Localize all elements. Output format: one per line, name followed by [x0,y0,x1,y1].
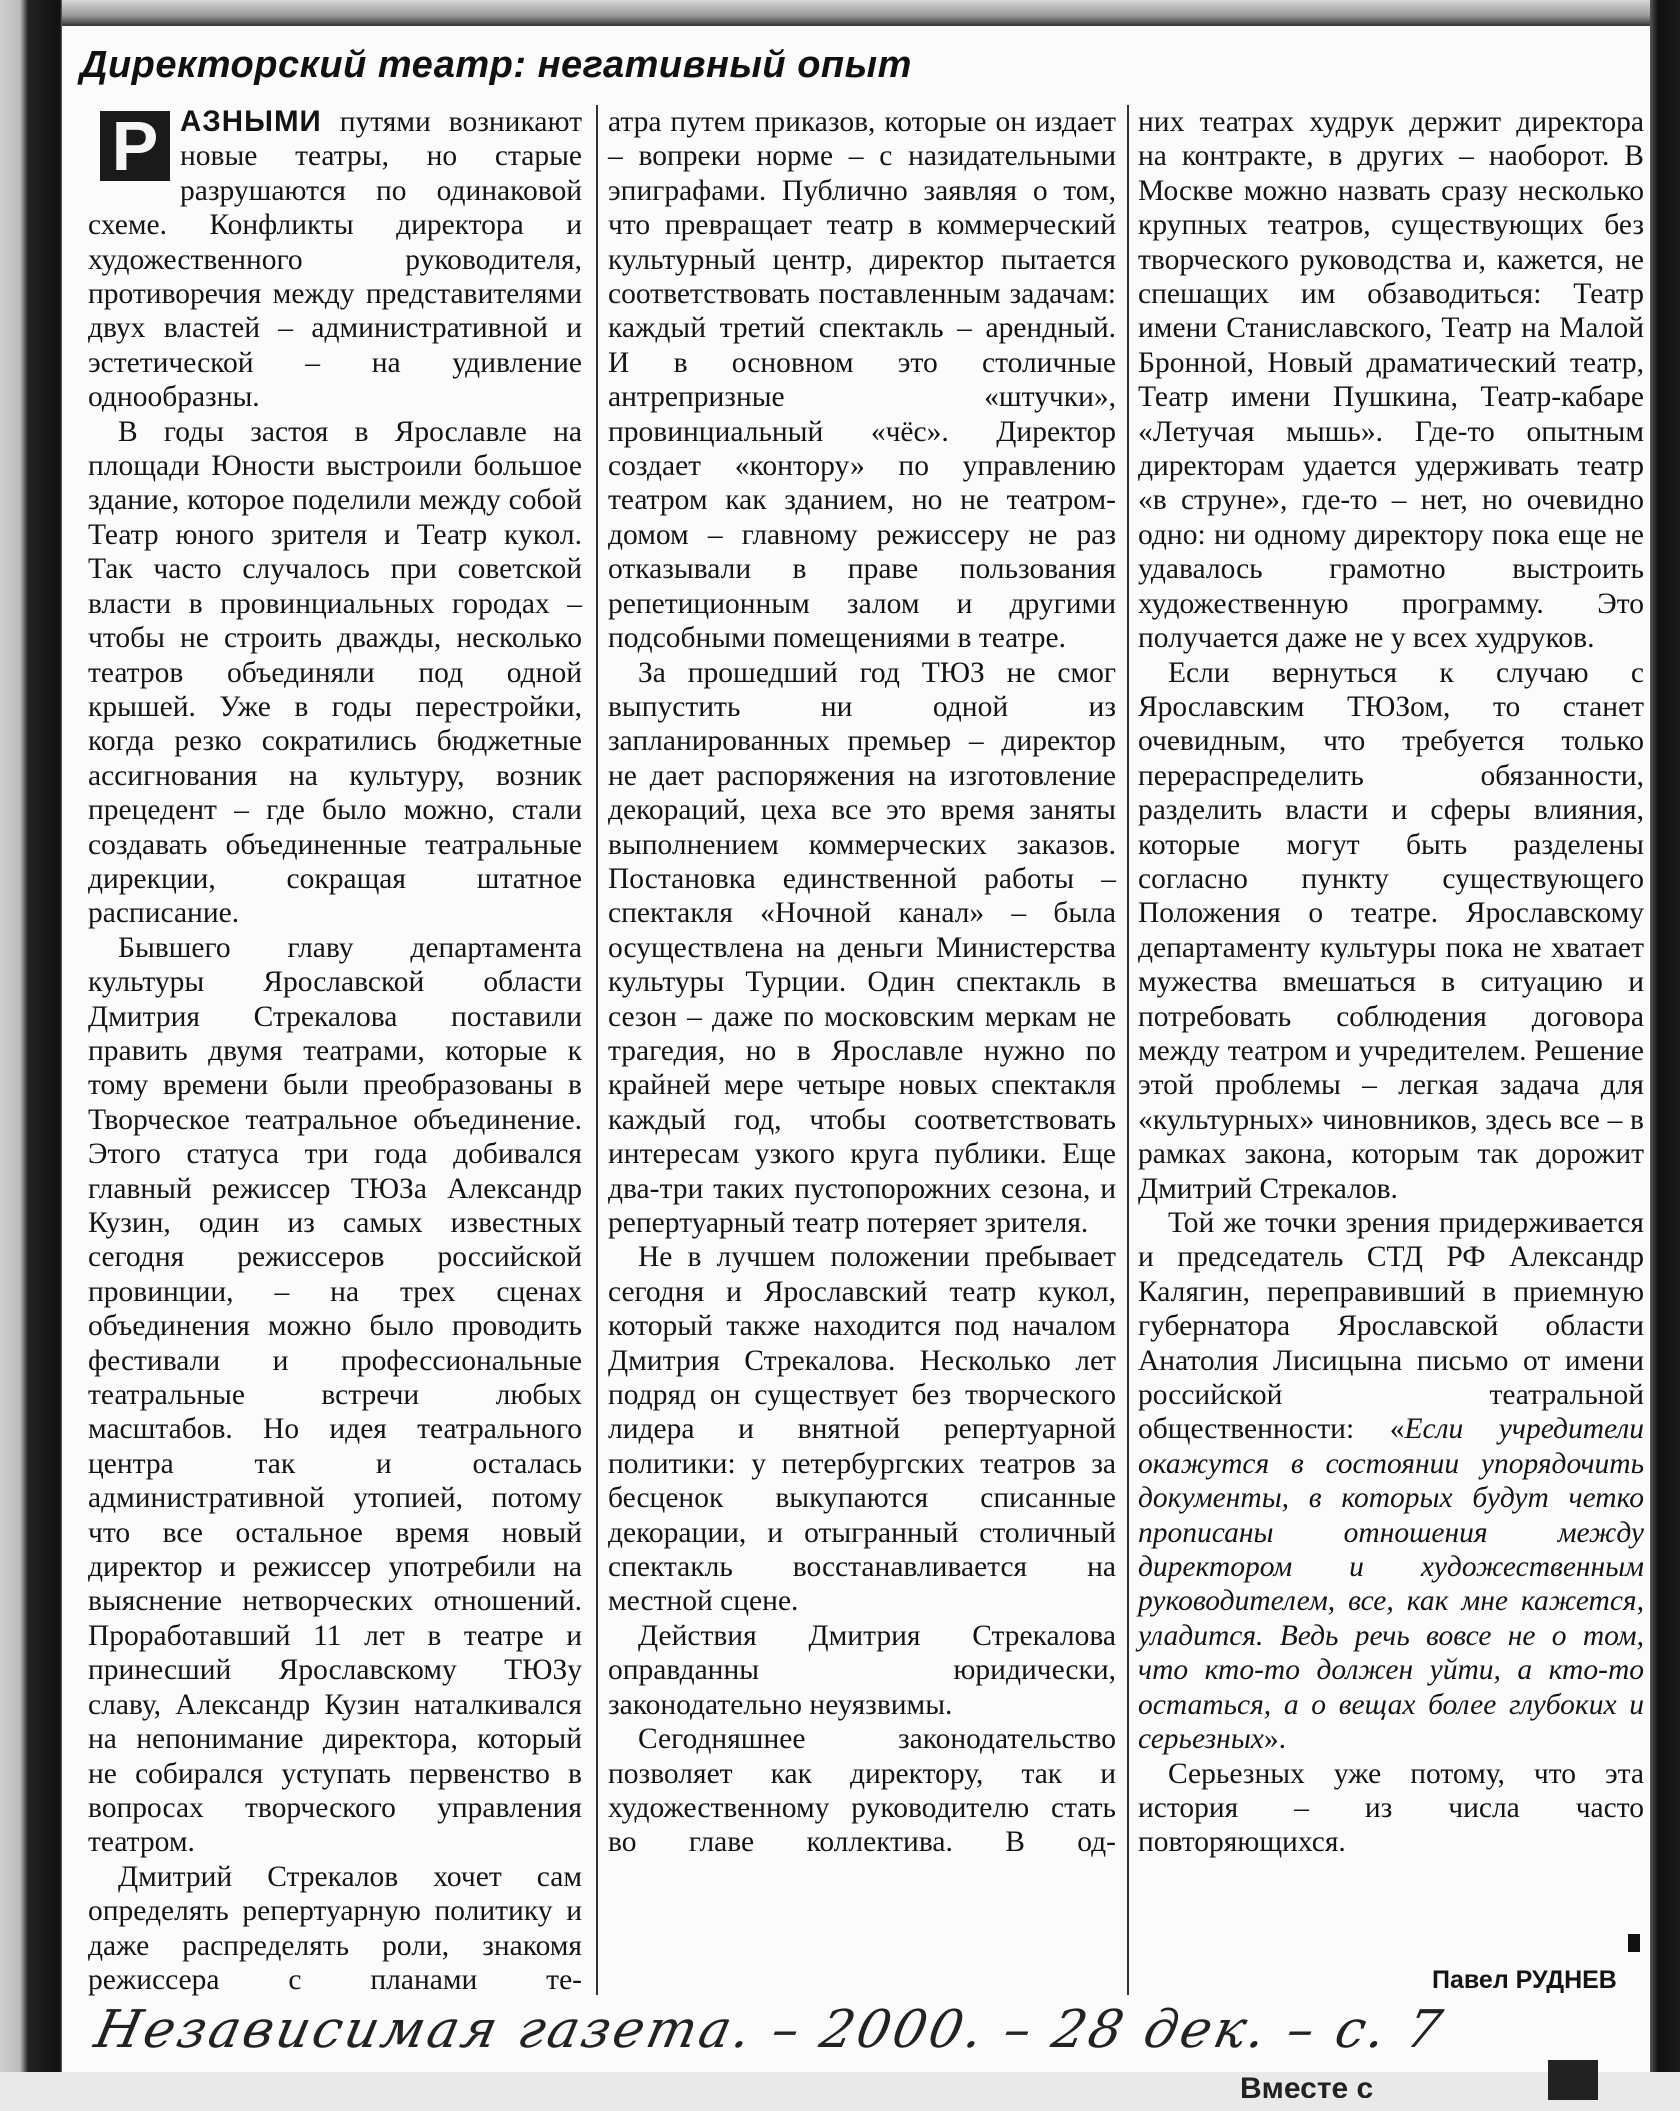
article-title: Директорский театр: негативный опыт [80,44,912,86]
paragraph: Бывшего главу департамента культуры Ярославской области Дмитрия Стрекалова поставили править двумя театрами, которые к тому времени были преобразованы в Творческое театральное объединение. Этого статуса три года добивался главный режиссер ТЮЗа Александр Кузин, один из самых известных сегодня режиссеров российской провинции, – на трех сценах объединения можно было проводить фестивали и профессиональные театральные встречи любых масштабов. Но идея театрального центра так и осталась административной утопией, потому что все остальное время новый директор и режиссер употребили на выяснение нетворческих отношений. Проработавший 11 лет в театре и принесший Ярославскому ТЮЗу славу, Александр Кузин наталкивался на непонимание директора, который не собирался уступать первенство в вопросах творческого управления театром. [88,931,582,1859]
paragraph [88,105,582,415]
paragraph: атра путем приказов, которые он издает – вопреки норме – с назидательными эпиграфами. Публично заявляя о том, что превращает театр в коммерческий культурный центр, директор пытается соответствовать поставленным задачам: каждый третий спектакль – арендный. И в основном это столичные антрепризные «штучки», провинциальный «чёс». Директор создает «контору» по управлению театром как зданием, но не театром-домом – главному режиссеру не раз отказывали в праве пользования репетиционным залом и другими подсобными помещениями в театре. [608,106,1116,655]
paragraph: Не в лучшем положении пребывает сегодня и Ярославский театр кукол, который также находится под началом Дмитрия Стрекалова. Несколько лет подряд он существует без творческого лидера и внятной репертуарной политики: у петербургских театров за бесценок выкупаются списанные декорации, и отыгранный столичный спектакль восстанавливается на местной сцене. [608,1241,1116,1618]
paragraph: Серьезных уже потому, что эта история – из числа часто повторяющихся. [1138,1757,1644,1859]
article-column-2 [608,105,1116,1860]
paragraph-text: путями возникают новые театры, но старые разрушаются по одинаковой схеме. Конфликты директора и художественного руководителя, противоречия между представителями двух властей – административной и эстетической – на удивление однообразны. [88,106,582,414]
handwritten-source-note: Независимая газета. – 2000. – 28 дек. – с. 7 [89,2000,1450,2060]
next-article-fragment: Вместе с [1240,2072,1374,2098]
author-byline: Павел РУДНЕВ [1432,1966,1617,1994]
column-divider [596,105,598,1995]
quote-text: Если учредители окажутся в состоянии упорядочить документы, в которых будут четко прописаны отношения между директором и художественным руководителем, все, как мне кажется, уладится. Ведь речь вовсе не о том, что кто-то должен уйти, а кто-то остаться, а о вещах более глубоких и серьезных [1138,1413,1644,1756]
paragraph: В годы застоя в Ярославле на площади Юности выстроили большое здание, которое поделили между собой Театр юного зрителя и Театр кукол. Так часто случалось при советской власти в провинциальных городах – чтобы не строить дважды, несколько театров объединяли под одной крышей. Уже в годы перестройки, когда резко сократились бюджетные ассигнования на культуру, возник прецедент – где было можно, стали создавать объединенные театральные дирекции, сокращая штатное расписание. [88,415,582,930]
scan-bottom-edge [0,2072,1680,2111]
paragraph-text: Той же точки зрения придерживается и председатель СТД РФ Александр Калягин, переправивший в приемную губернатора Ярославской области Анатолия Лисицына письмо от имени российской театральной общественности: « [1138,1207,1644,1446]
article-column-1 [88,105,582,1997]
column-divider [1127,105,1129,1995]
lead-word: АЗНЫМИ [180,105,322,138]
scan-top-edge [0,0,1680,26]
paragraph: Сегодняшнее законодательство позволяет как директору, так и художественному руководителю стать во главе коллектива. В од- [608,1723,1116,1859]
end-of-article-mark [1628,1934,1640,1952]
paragraph: Если вернуться к случаю с Ярославским ТЮЗом, то станет очевидным, что требуется только перераспределить обязанности, разделить власти и сферы влияния, которые могут быть разделены согласно пункту существующего Положения о театре. Ярославскому департаменту культуры пока не хватает мужества вмешаться в ситуацию и потребовать соблюдения договора между театром и учредителем. Решение этой проблемы – легкая задача для «культурных» чиновников, здесь все – в рамках закона, которым так дорожит Дмитрий Стрекалов. [1138,656,1644,1205]
paragraph: Действия Дмитрия Стрекалова оправданны юридически, законодательно неуязвимы. [608,1619,1116,1721]
drop-cap: Р [100,111,170,181]
article-column-3 [1138,105,1644,1860]
paragraph: За прошедший год ТЮЗ не смог выпустить ни одной из запланированных премьер – директор не дает распоряжения на изготовление декораций, цеха все это время заняты выполнением коммерческих заказов. Постановка единственной работы – спектакля «Ночной канал» – была осуществлена на деньги Министерства культуры Турции. Один спектакль в сезон – даже по московским меркам не трагедия, но в Ярославле нужно по крайней мере четыре новых спектакля каждый год, чтобы соответствовать интересам узкого круга публики. Еще два-три таких пустопорожних сезона, и репертуарный театр потеряет зрителя. [608,656,1116,1239]
paragraph: Дмитрий Стрекалов хочет сам определять репертуарную политику и даже распределять роли, знакомя режиссера с планами те- [88,1860,582,1996]
scan-dark-block [1548,2060,1598,2100]
quote-close: ». [1263,1723,1287,1756]
scan-left-edge [0,0,62,2111]
paragraph: них театрах худрук держит директора на контракте, в других – наоборот. В Москве можно назвать сразу несколько крупных театров, существующих без творческого руководства и, кажется, не спешащих им обзаводиться: Театр имени Станиславского, Театр на Малой Бронной, Новый драматический театр, Театр имени Пушкина, Театр-кабаре «Летучая мышь». Где-то опытным директорам удается удерживать театр «в струне», где-то – нет, но очевидно одно: ни одному директору пока еще не удавалось грамотно выстроить художественную программу. Это получается даже не у всех худруков. [1138,106,1644,655]
paragraph [1138,1206,1644,1757]
scan-right-edge [1650,0,1680,2111]
